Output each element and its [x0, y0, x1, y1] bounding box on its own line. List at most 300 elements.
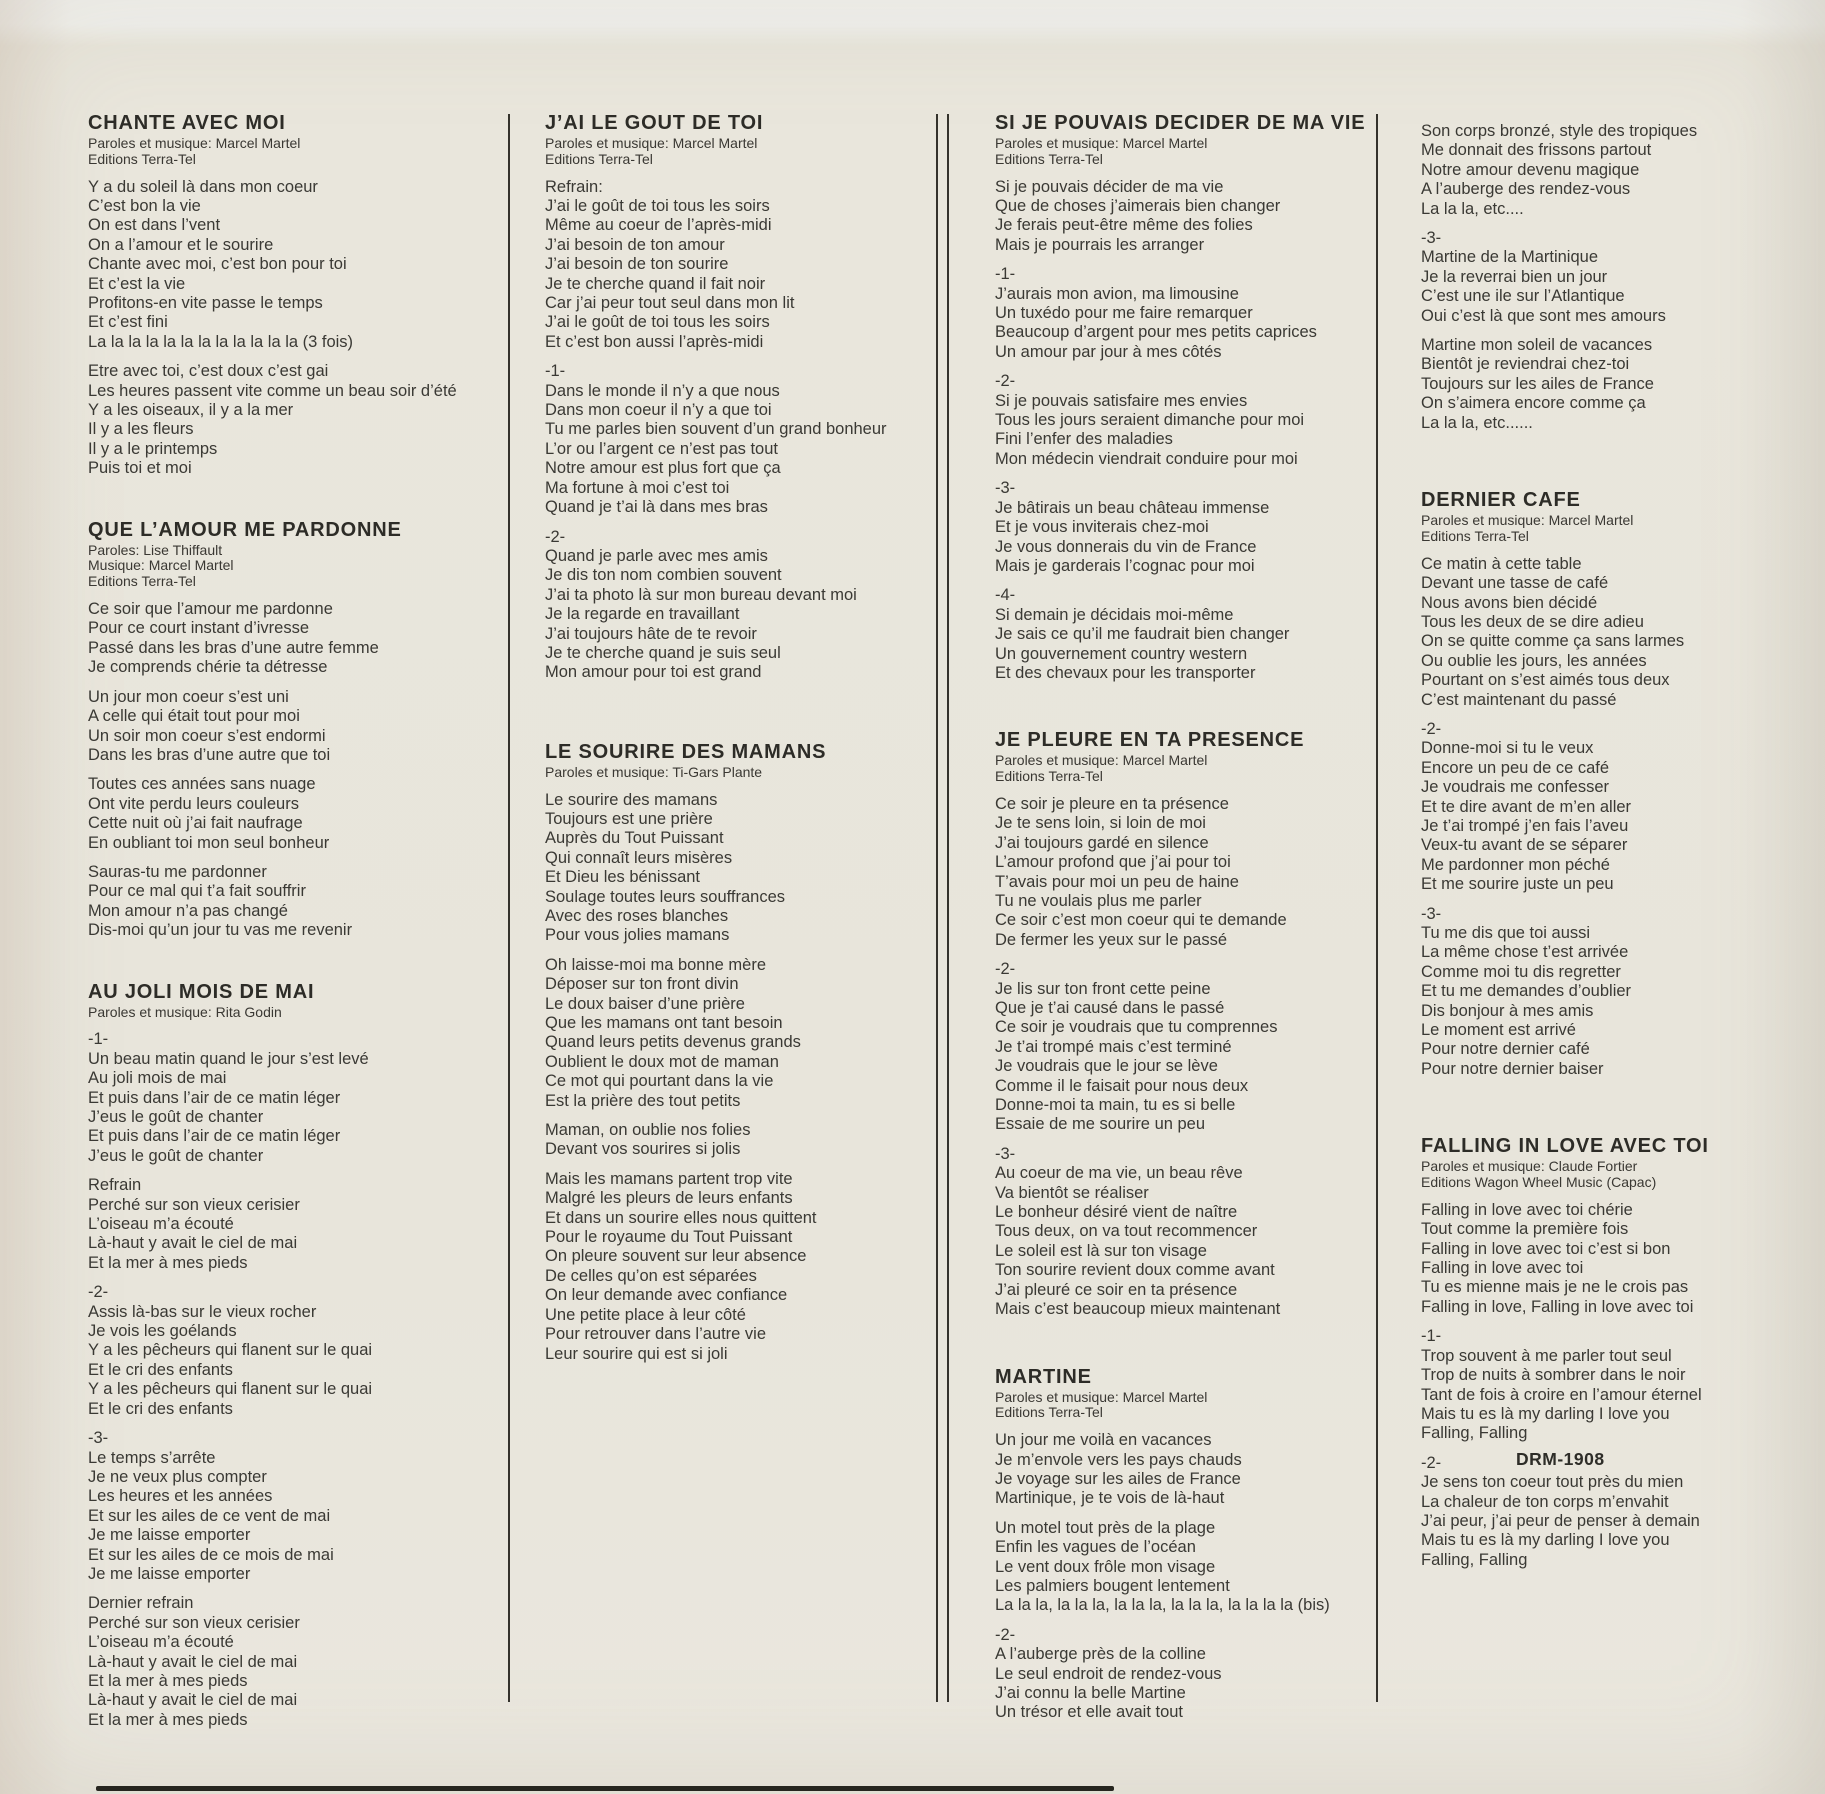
lyric-line: Essaie de me sourire un peu [995, 1115, 1206, 1134]
lyric-line: -2- [545, 527, 566, 546]
stanza [1421, 905, 1813, 1080]
lyric-line: Veux-tu avant de se séparer [1421, 836, 1628, 855]
lyric-line: Pour retrouver dans l’autre vie [545, 1325, 767, 1344]
stanza [1421, 1454, 1813, 1570]
lyric-line: Un jour mon coeur s’est uni [88, 687, 289, 706]
lyric-line: Le doux baiser d’une prière [545, 994, 745, 1013]
lyric-line: Dis-moi qu’un jour tu vas me revenir [88, 921, 353, 940]
stanza [995, 586, 1375, 683]
lyric-line: Y a les oiseaux, il y a la mer [88, 401, 294, 420]
lyric-line: Le bonheur désiré vient de naître [995, 1203, 1238, 1222]
lyric-line: Falling, Falling [1421, 1424, 1528, 1443]
lyric-line: Tu me dis que toi aussi [1421, 924, 1591, 942]
lyric-line: Enfin les vagues de l’océan [995, 1538, 1196, 1557]
lyric-line: Et tu me demandes d’oublier [1421, 982, 1632, 1001]
lyric-line: La la la, etc.... [1421, 199, 1524, 218]
lyric-line: Mais je garderais l’cognac pour moi [995, 556, 1255, 575]
lyric-line: Je sais ce qu’il me faudrait bien changer [995, 625, 1290, 644]
lyric-line: Nous avons bien décidé [1421, 593, 1598, 612]
lyric-line: L’or ou l’argent ce n’est pas tout [545, 439, 778, 458]
stanza [995, 178, 1375, 256]
lyric-line: Le soleil est là sur ton visage [995, 1241, 1207, 1260]
lyric-line: Pour le royaume du Tout Puissant [545, 1228, 793, 1247]
lyric-line: Pour notre dernier baiser [1421, 1059, 1604, 1078]
lyric-line: Un soir mon coeur s’est endormi [88, 726, 326, 745]
stanza [545, 1170, 937, 1364]
song-title: QUE L’AMOUR ME PARDONNE [88, 518, 402, 541]
lyric-line: Encore un peu de ce café [1421, 758, 1610, 777]
stanza [88, 1429, 510, 1584]
lyric-line: Et me sourire juste un peu [1421, 875, 1614, 894]
lyric-line: Et je vous inviterais chez-moi [995, 518, 1209, 537]
lyric-line: Mais tu es là my darling I love you [1421, 1404, 1670, 1423]
song-block [995, 112, 1375, 683]
lyric-line: Un tuxédo pour me faire remarquer [995, 304, 1253, 323]
column-divider-3 [1376, 114, 1378, 1702]
song-credit: Paroles et musique: Marcel Martel [545, 135, 758, 151]
lyric-line: Falling in love, Falling in love avec toi [1421, 1297, 1694, 1316]
lyric-line: J’aurais mon avion, ma limousine [995, 284, 1239, 303]
lyric-line: Refrain [88, 1176, 142, 1195]
lyric-line: J’ai le goût de toi tous les soirs [545, 313, 770, 332]
lyric-line: C’est bon la vie [88, 197, 201, 215]
stanza [995, 1519, 1375, 1616]
lyric-line: Et puis dans l’air de ce matin léger [88, 1088, 341, 1107]
lyric-line: Perché sur son vieux cerisier [88, 1195, 300, 1214]
song-title: JE PLEURE EN TA PRESENCE [995, 729, 1305, 752]
lyrics-column-2 [545, 112, 937, 1422]
lyric-line: -4- [995, 586, 1016, 605]
lyric-line: J’ai besoin de ton sourire [545, 255, 729, 274]
lyric-line: Tu me parles bien souvent d’un grand bonheur [545, 420, 887, 439]
lyric-line: Ton sourire revient doux comme avant [995, 1261, 1275, 1280]
lyric-line: Là-haut y avait le ciel de mai [88, 1691, 298, 1710]
lyric-line: Toujours est une prière [545, 809, 713, 828]
lyrics-column-3 [995, 112, 1375, 1769]
lyric-line: Dis bonjour à mes amis [1421, 1001, 1594, 1020]
lyric-line: Perché sur son vieux cerisier [88, 1613, 300, 1632]
lyric-line: Y a du soleil là dans mon coeur [88, 177, 318, 196]
lyric-line: La chaleur de ton corps m’envahit [1421, 1492, 1669, 1511]
song-credit: Paroles et musique: Marcel Martel [995, 752, 1208, 769]
lyric-line: L’oiseau m’a écouté [88, 1633, 234, 1652]
stanza [1421, 336, 1813, 433]
lyric-line: Donne-moi si tu le veux [1421, 739, 1594, 758]
lyric-line: Que de choses j’aimerais bien changer [995, 197, 1281, 215]
lyric-line: Je t’ai trompé mais c’est terminé [995, 1037, 1232, 1056]
lyric-line: Assis là-bas sur le vieux rocher [88, 1302, 317, 1321]
lyric-line: Tant de fois à croire en l’amour éternel [1421, 1385, 1702, 1404]
column-divider-2 [936, 114, 949, 1702]
stanza [545, 956, 937, 1111]
lyric-line: Martine mon soleil de vacances [1421, 336, 1653, 355]
song-title: CHANTE AVEC MOI [88, 112, 286, 134]
lyric-line: Je te cherche quand je suis seul [545, 643, 781, 662]
lyric-line: Tu ne voulais plus me parler [995, 891, 1202, 910]
lyric-line: -2- [1421, 719, 1442, 738]
lyric-line: Déposer sur ton front divin [545, 975, 739, 994]
lyric-line: De celles qu’on est séparées [545, 1266, 757, 1285]
stanza [88, 688, 510, 766]
lyric-line: Quand je parle avec mes amis [545, 546, 768, 565]
song-credit: Paroles et musique: Marcel Martel [88, 135, 301, 151]
song-block [1421, 489, 1813, 1079]
stanza [995, 1145, 1375, 1320]
lyric-line: Oui c’est là que sont mes amours [1421, 306, 1666, 325]
lyric-line: Auprès du Tout Puissant [545, 829, 724, 848]
lyric-line: Que je t’ai causé dans le passé [995, 999, 1225, 1017]
lyric-line: Tous les jours seraient dimanche pour moi [995, 411, 1305, 430]
lyric-line: Ce soir que l’amour me pardonne [88, 600, 333, 619]
lyric-line: -3- [995, 1144, 1016, 1163]
song-credit: Paroles: Lise Thiffault [88, 541, 223, 558]
lyric-line: Là-haut y avait le ciel de mai [88, 1234, 298, 1253]
lyric-line: On pleure souvent sur leur absence [545, 1247, 807, 1266]
lyric-line: Car j’ai peur tout seul dans mon lit [545, 294, 795, 313]
stanza [995, 795, 1375, 950]
stanza [545, 528, 937, 683]
lyric-line: Au coeur de ma vie, un beau rêve [995, 1164, 1243, 1183]
lyric-line: Trop de nuits à sombrer dans le noir [1421, 1366, 1686, 1385]
stanza [995, 265, 1375, 362]
lyric-line: A l’auberge des rendez-vous [1421, 180, 1631, 199]
lyric-line: Beaucoup d’argent pour mes petits caprices [995, 323, 1317, 342]
lyric-line: Dans les bras d’une autre que toi [88, 745, 331, 764]
lyric-line: J’eus le goût de chanter [88, 1108, 264, 1126]
catalog-number: DRM-1908 [1516, 1449, 1605, 1469]
lyric-line: Un jour me voilà en vacances [995, 1431, 1212, 1450]
song-credit: Editions Terra-Tel [88, 573, 196, 590]
lyric-line: Le moment est arrivé [1421, 1021, 1576, 1040]
stanza [88, 362, 510, 478]
lyric-line: Tous deux, on va tout recommencer [995, 1222, 1258, 1241]
song-credit: Editions Terra-Tel [1421, 527, 1529, 544]
lyric-line: Ce soir je voudrais que tu comprennes [995, 1018, 1278, 1037]
stanza [88, 775, 510, 853]
stanza [995, 1626, 1375, 1723]
lyric-line: A celle qui était tout pour moi [88, 707, 300, 726]
lyric-line: Me donnait des frissons partout [1421, 141, 1652, 160]
song-title: MARTINE [995, 1365, 1092, 1388]
lyric-line: Je la regarde en travaillant [545, 605, 740, 624]
lyric-line: Ma fortune à moi c’est toi [545, 478, 730, 497]
song-credit: Paroles et musique: Claude Fortier [1421, 1158, 1638, 1175]
lyric-line: Toujours sur les ailes de France [1421, 374, 1654, 393]
lyric-line: Et c’est la vie [88, 274, 186, 293]
lyric-line: Que les mamans ont tant besoin [545, 1014, 783, 1033]
lyric-line: Ce soir c’est mon coeur qui te demande [995, 911, 1287, 930]
song-credit: Editions Terra-Tel [545, 150, 653, 167]
lyric-line: -2- [995, 372, 1016, 391]
lyric-line: Qui connaît leurs misères [545, 848, 733, 867]
lyric-line: C’est une ile sur l’Atlantique [1421, 287, 1625, 306]
song-credit: Editions Terra-Tel [995, 768, 1103, 785]
stanza [1421, 555, 1813, 710]
lyric-line: Toutes ces années sans nuage [88, 775, 316, 794]
song-credit: Paroles et musique: Marcel Martel [995, 135, 1208, 151]
lyric-line: -1- [545, 362, 566, 381]
lyric-line: Passé dans les bras d’une autre femme [88, 638, 379, 657]
lyric-line: -2- [995, 960, 1016, 979]
lyric-line: Si demain je décidais moi-même [995, 605, 1234, 624]
lyric-line: -1- [995, 265, 1016, 284]
song-title: J’AI LE GOUT DE TOI [545, 112, 764, 134]
lyric-line: Chante avec moi, c’est bon pour toi [88, 255, 347, 274]
lyric-line: Mon amour pour toi est grand [545, 663, 762, 682]
lyric-line: Dans mon coeur il n’y a que toi [545, 401, 772, 420]
lyric-line: -3- [88, 1429, 109, 1448]
song-credit: Paroles et musique: Marcel Martel [1421, 512, 1634, 529]
lyric-line: La la la la la la la la la la la la (3 fois) [88, 332, 354, 351]
song-block [88, 519, 510, 941]
lyric-line: Mais c’est beaucoup mieux maintenant [995, 1300, 1281, 1319]
song-credit: Editions Terra-Tel [995, 1404, 1103, 1421]
lyric-line: Quand leurs petits devenus grands [545, 1033, 801, 1052]
lyric-line: -2- [1421, 1453, 1442, 1472]
lyric-line: Pourtant on s’est aimés tous deux [1421, 671, 1670, 690]
lyric-line: J’ai peur, j’ai peur de penser à demain [1421, 1511, 1700, 1530]
lyric-line: A l’auberge près de la colline [995, 1645, 1206, 1664]
lyric-line: Je comprends chérie ta détresse [88, 658, 328, 677]
lyric-line: Martinique, je te vois de là-haut [995, 1489, 1225, 1508]
lyric-line: Ce soir je pleure en ta présence [995, 794, 1229, 813]
stanza [88, 178, 510, 353]
song-block [545, 112, 937, 683]
lyric-line: Je m’envole vers les pays chauds [995, 1450, 1242, 1469]
lyric-line: Refrain: [545, 177, 603, 196]
lyric-line: Mais tu es là my darling I love you [1421, 1531, 1670, 1550]
lyric-line: Ou oublie les jours, les années [1421, 651, 1647, 670]
lyric-line: Profitons-en vite passe le temps [88, 294, 323, 313]
lyric-line: Etre avec toi, c’est doux c’est gai [88, 362, 329, 381]
lyric-line: Une petite place à leur côté [545, 1305, 746, 1324]
song-title: AU JOLI MOIS DE MAI [88, 980, 315, 1003]
lyric-line: T’avais pour moi un peu de haine [995, 872, 1239, 891]
lyric-line: Et puis dans l’air de ce matin léger [88, 1127, 341, 1146]
lyric-line: L’oiseau m’a écouté [88, 1215, 234, 1234]
lyric-line: Tous les deux de se dire adieu [1421, 612, 1644, 631]
lyric-line: Leur sourire qui est si joli [545, 1344, 728, 1363]
song-block [88, 981, 510, 1731]
lyric-line: J’ai toujours gardé en silence [995, 833, 1209, 852]
lyric-line: Mais les mamans partent trop vite [545, 1169, 793, 1188]
lyric-line: Je bâtirais un beau château immense [995, 498, 1270, 517]
lyric-line: Et sur les ailes de ce mois de mai [88, 1545, 334, 1564]
lyric-line: La la la, etc...... [1421, 413, 1533, 432]
lyric-line: Et c’est fini [88, 313, 168, 332]
stanza [88, 863, 510, 941]
song-credit: Musique: Marcel Martel [88, 557, 234, 574]
lyric-line: J’ai ta photo là sur mon bureau devant moi [545, 585, 857, 604]
lyric-line: J’ai connu la belle Martine [995, 1683, 1186, 1702]
lyric-line: Même au coeur de l’après-midi [545, 216, 772, 235]
stanza [88, 600, 510, 678]
stanza [88, 1283, 510, 1419]
lyric-line: Falling in love avec toi [1421, 1259, 1584, 1278]
lyric-line: Je dis ton nom combien souvent [545, 566, 782, 585]
lyric-line: Y a les pêcheurs qui flanent sur le quai [88, 1341, 373, 1360]
lyric-line: Maman, on oublie nos folies [545, 1121, 751, 1140]
lyric-line: Mais je pourrais les arranger [995, 235, 1205, 254]
lyric-line: Et le cri des enfants [88, 1399, 233, 1418]
lyric-line: Martine de la Martinique [1421, 248, 1599, 267]
lyric-line: Je lis sur ton front cette peine [995, 979, 1211, 998]
lyric-line: Avec des roses blanches [545, 906, 729, 925]
lyric-line: Je ferais peut-être même des folies [995, 216, 1253, 235]
lyric-line: Là-haut y avait le ciel de mai [88, 1652, 298, 1671]
stanza [545, 178, 937, 353]
lyric-line: Je voudrais me confesser [1421, 778, 1610, 797]
lyric-line: Si je pouvais satisfaire mes envies [995, 391, 1248, 410]
lyric-line: Je la reverrai bien un jour [1421, 267, 1608, 286]
song-block [88, 112, 510, 479]
stanza [995, 960, 1375, 1135]
song-block [1421, 1135, 1813, 1570]
song-block [545, 741, 937, 1364]
lyric-line: Je voyage sur les ailes de France [995, 1469, 1241, 1488]
lyric-line: Notre amour devenu magique [1421, 160, 1640, 179]
lyric-line: C’est maintenant du passé [1421, 690, 1617, 709]
song-credit: Paroles et musique: Marcel Martel [995, 1388, 1208, 1405]
lyric-line: On a l’amour et le sourire [88, 235, 274, 254]
song-credit: Editions Terra-Tel [995, 150, 1103, 167]
lyric-line: Bientôt je reviendrai chez-toi [1421, 355, 1630, 374]
lyric-line: Tu es mienne mais je ne le crois pas [1421, 1278, 1689, 1297]
lyric-line: Je sens ton coeur tout près du mien [1421, 1473, 1684, 1492]
song-block [995, 729, 1375, 1319]
stanza [545, 362, 937, 517]
lyric-line: Il y a les fleurs [88, 420, 194, 439]
stanza [1421, 720, 1813, 895]
lyric-line: Ce matin à cette table [1421, 554, 1582, 573]
lyric-line: Un beau matin quand le jour s’est levé [88, 1049, 369, 1068]
lyric-line: -2- [995, 1625, 1016, 1644]
lyric-line: Comme moi tu dis regretter [1421, 962, 1621, 981]
lyric-line: -3- [995, 479, 1016, 498]
lyric-line: Trop souvent à me parler tout seul [1421, 1346, 1672, 1365]
lyric-line: En oubliant toi mon seul bonheur [88, 833, 330, 852]
stanza [88, 1176, 510, 1273]
song-title: SI JE POUVAIS DECIDER DE MA VIE [995, 112, 1366, 134]
lyric-line: Comme il le faisait pour nous deux [995, 1076, 1249, 1095]
lyric-line: Pour ce court instant d’ivresse [88, 619, 310, 638]
lyric-line: On se quitte comme ça sans larmes [1421, 632, 1685, 651]
lyric-line: Un motel tout près de la plage [995, 1518, 1216, 1537]
lyric-line: -3- [1421, 229, 1442, 248]
lyric-line: Falling in love avec toi chérie [1421, 1200, 1633, 1219]
lyric-line: -2- [88, 1283, 109, 1302]
lyric-line: Un trésor et elle avait tout [995, 1703, 1184, 1722]
lyric-line: La la la, la la la, la la la, la la la, la la la la (bis) [995, 1596, 1330, 1615]
stanza [545, 791, 937, 946]
lyric-line: Puis toi et moi [88, 459, 192, 478]
lyric-line: Le vent doux frôle mon visage [995, 1557, 1216, 1576]
lyric-line: Malgré les pleurs de leurs enfants [545, 1189, 793, 1208]
song-credit: Paroles et musique: Ti-Gars Plante [545, 763, 763, 780]
lyric-line: Mon amour n’a pas changé [88, 901, 288, 920]
song-title: DERNIER CAFE [1421, 489, 1581, 512]
song-credit: Paroles et musique: Rita Godin [88, 1003, 282, 1020]
lyric-line: Falling in love avec toi c’est si bon [1421, 1239, 1671, 1258]
stanza [1421, 1201, 1813, 1317]
stanza [1421, 229, 1813, 326]
lyric-line: Tout comme la première fois [1421, 1220, 1629, 1239]
lyric-line: De fermer les yeux sur le passé [995, 930, 1228, 949]
stanza [1421, 122, 1813, 219]
lyric-line: Et Dieu les bénissant [545, 868, 701, 887]
lyric-line: Pour ce mal qui t’a fait souffrir [88, 882, 306, 901]
lyric-line: Le seul endroit de rendez-vous [995, 1664, 1222, 1683]
lyric-line: Ce mot qui pourtant dans la vie [545, 1072, 774, 1091]
lyric-line: Donne-moi ta main, tu es si belle [995, 1096, 1236, 1115]
lyric-line: On leur demande avec confiance [545, 1286, 788, 1305]
column-divider-1 [508, 114, 510, 1702]
lyrics-column-4 [1421, 112, 1813, 1626]
song-block [995, 1366, 1375, 1723]
lyric-line: Ont vite perdu leurs couleurs [88, 794, 299, 813]
stanza [995, 372, 1375, 469]
lyric-line: Et c’est bon aussi l’après-midi [545, 332, 764, 351]
lyric-line: Je te cherche quand il fait noir [545, 274, 766, 293]
lyric-line: -1- [88, 1030, 109, 1049]
lyric-line: J’eus le goût de chanter [88, 1146, 264, 1165]
lyric-line: Il y a le printemps [88, 439, 218, 458]
lyric-line: Et des chevaux pour les transporter [995, 663, 1256, 682]
lyric-line: La même chose t’est arrivée [1421, 943, 1629, 962]
lyric-line: Je t’ai trompé j’en fais l’aveu [1421, 816, 1629, 835]
stanza [88, 1030, 510, 1166]
lyric-line: Je vois les goélands [88, 1322, 237, 1341]
stanza [545, 1121, 937, 1160]
lyric-line: Oh laisse-moi ma bonne mère [545, 955, 767, 974]
lyric-line: On s’aimera encore comme ça [1421, 394, 1646, 413]
stanza [88, 1594, 510, 1730]
lyric-line: Un gouvernement country western [995, 644, 1248, 663]
lyric-line: Dernier refrain [88, 1594, 194, 1613]
lyric-line: J’ai toujours hâte de te revoir [545, 624, 757, 643]
lyric-line: Et la mer à mes pieds [88, 1253, 248, 1272]
scan-edge-artifact [96, 1786, 1114, 1791]
lyric-line: Devant vos sourires si jolis [545, 1140, 741, 1159]
lyric-line: Si je pouvais décider de ma vie [995, 177, 1224, 196]
lyric-line: Et la mer à mes pieds [88, 1671, 248, 1690]
lyrics-column-1 [88, 112, 510, 1770]
lyric-line: Fini l’enfer des maladies [995, 430, 1173, 449]
lyric-line: Un amour par jour à mes côtés [995, 342, 1222, 361]
lyric-line: Son corps bronzé, style des tropiques [1421, 122, 1698, 140]
lyric-line: Me pardonner mon péché [1421, 855, 1610, 874]
lyric-line: Je me laisse emporter [88, 1526, 251, 1545]
lyric-line: Cette nuit où j’ai fait naufrage [88, 814, 303, 833]
lyric-line: Et sur les ailes de ce vent de mai [88, 1506, 331, 1525]
lyric-line: Y a les pêcheurs qui flanent sur le quai [88, 1380, 373, 1399]
lyric-line: Les palmiers bougent lentement [995, 1576, 1230, 1595]
lyric-line: Les heures et les années [88, 1487, 273, 1506]
lyric-line: Oublient le doux mot de maman [545, 1052, 779, 1071]
lyric-line: Est la prière des tout petits [545, 1091, 741, 1110]
lyric-line: Le sourire des mamans [545, 790, 718, 809]
lyric-line: Les heures passent vite comme un beau soir d’été [88, 381, 457, 400]
lyric-line: Et le cri des enfants [88, 1360, 233, 1379]
lyric-line: Quand je t’ai là dans mes bras [545, 498, 768, 517]
lyric-line: Je voudrais que le jour se lève [995, 1057, 1218, 1076]
lyric-line: -1- [1421, 1327, 1442, 1346]
lyric-line: Devant une tasse de café [1421, 574, 1609, 593]
lyric-line: Sauras-tu me pardonner [88, 862, 267, 881]
lyric-line: J’ai le goût de toi tous les soirs [545, 197, 770, 215]
lyric-line: Et dans un sourire elles nous quittent [545, 1208, 817, 1227]
song-title: LE SOURIRE DES MAMANS [545, 740, 827, 763]
